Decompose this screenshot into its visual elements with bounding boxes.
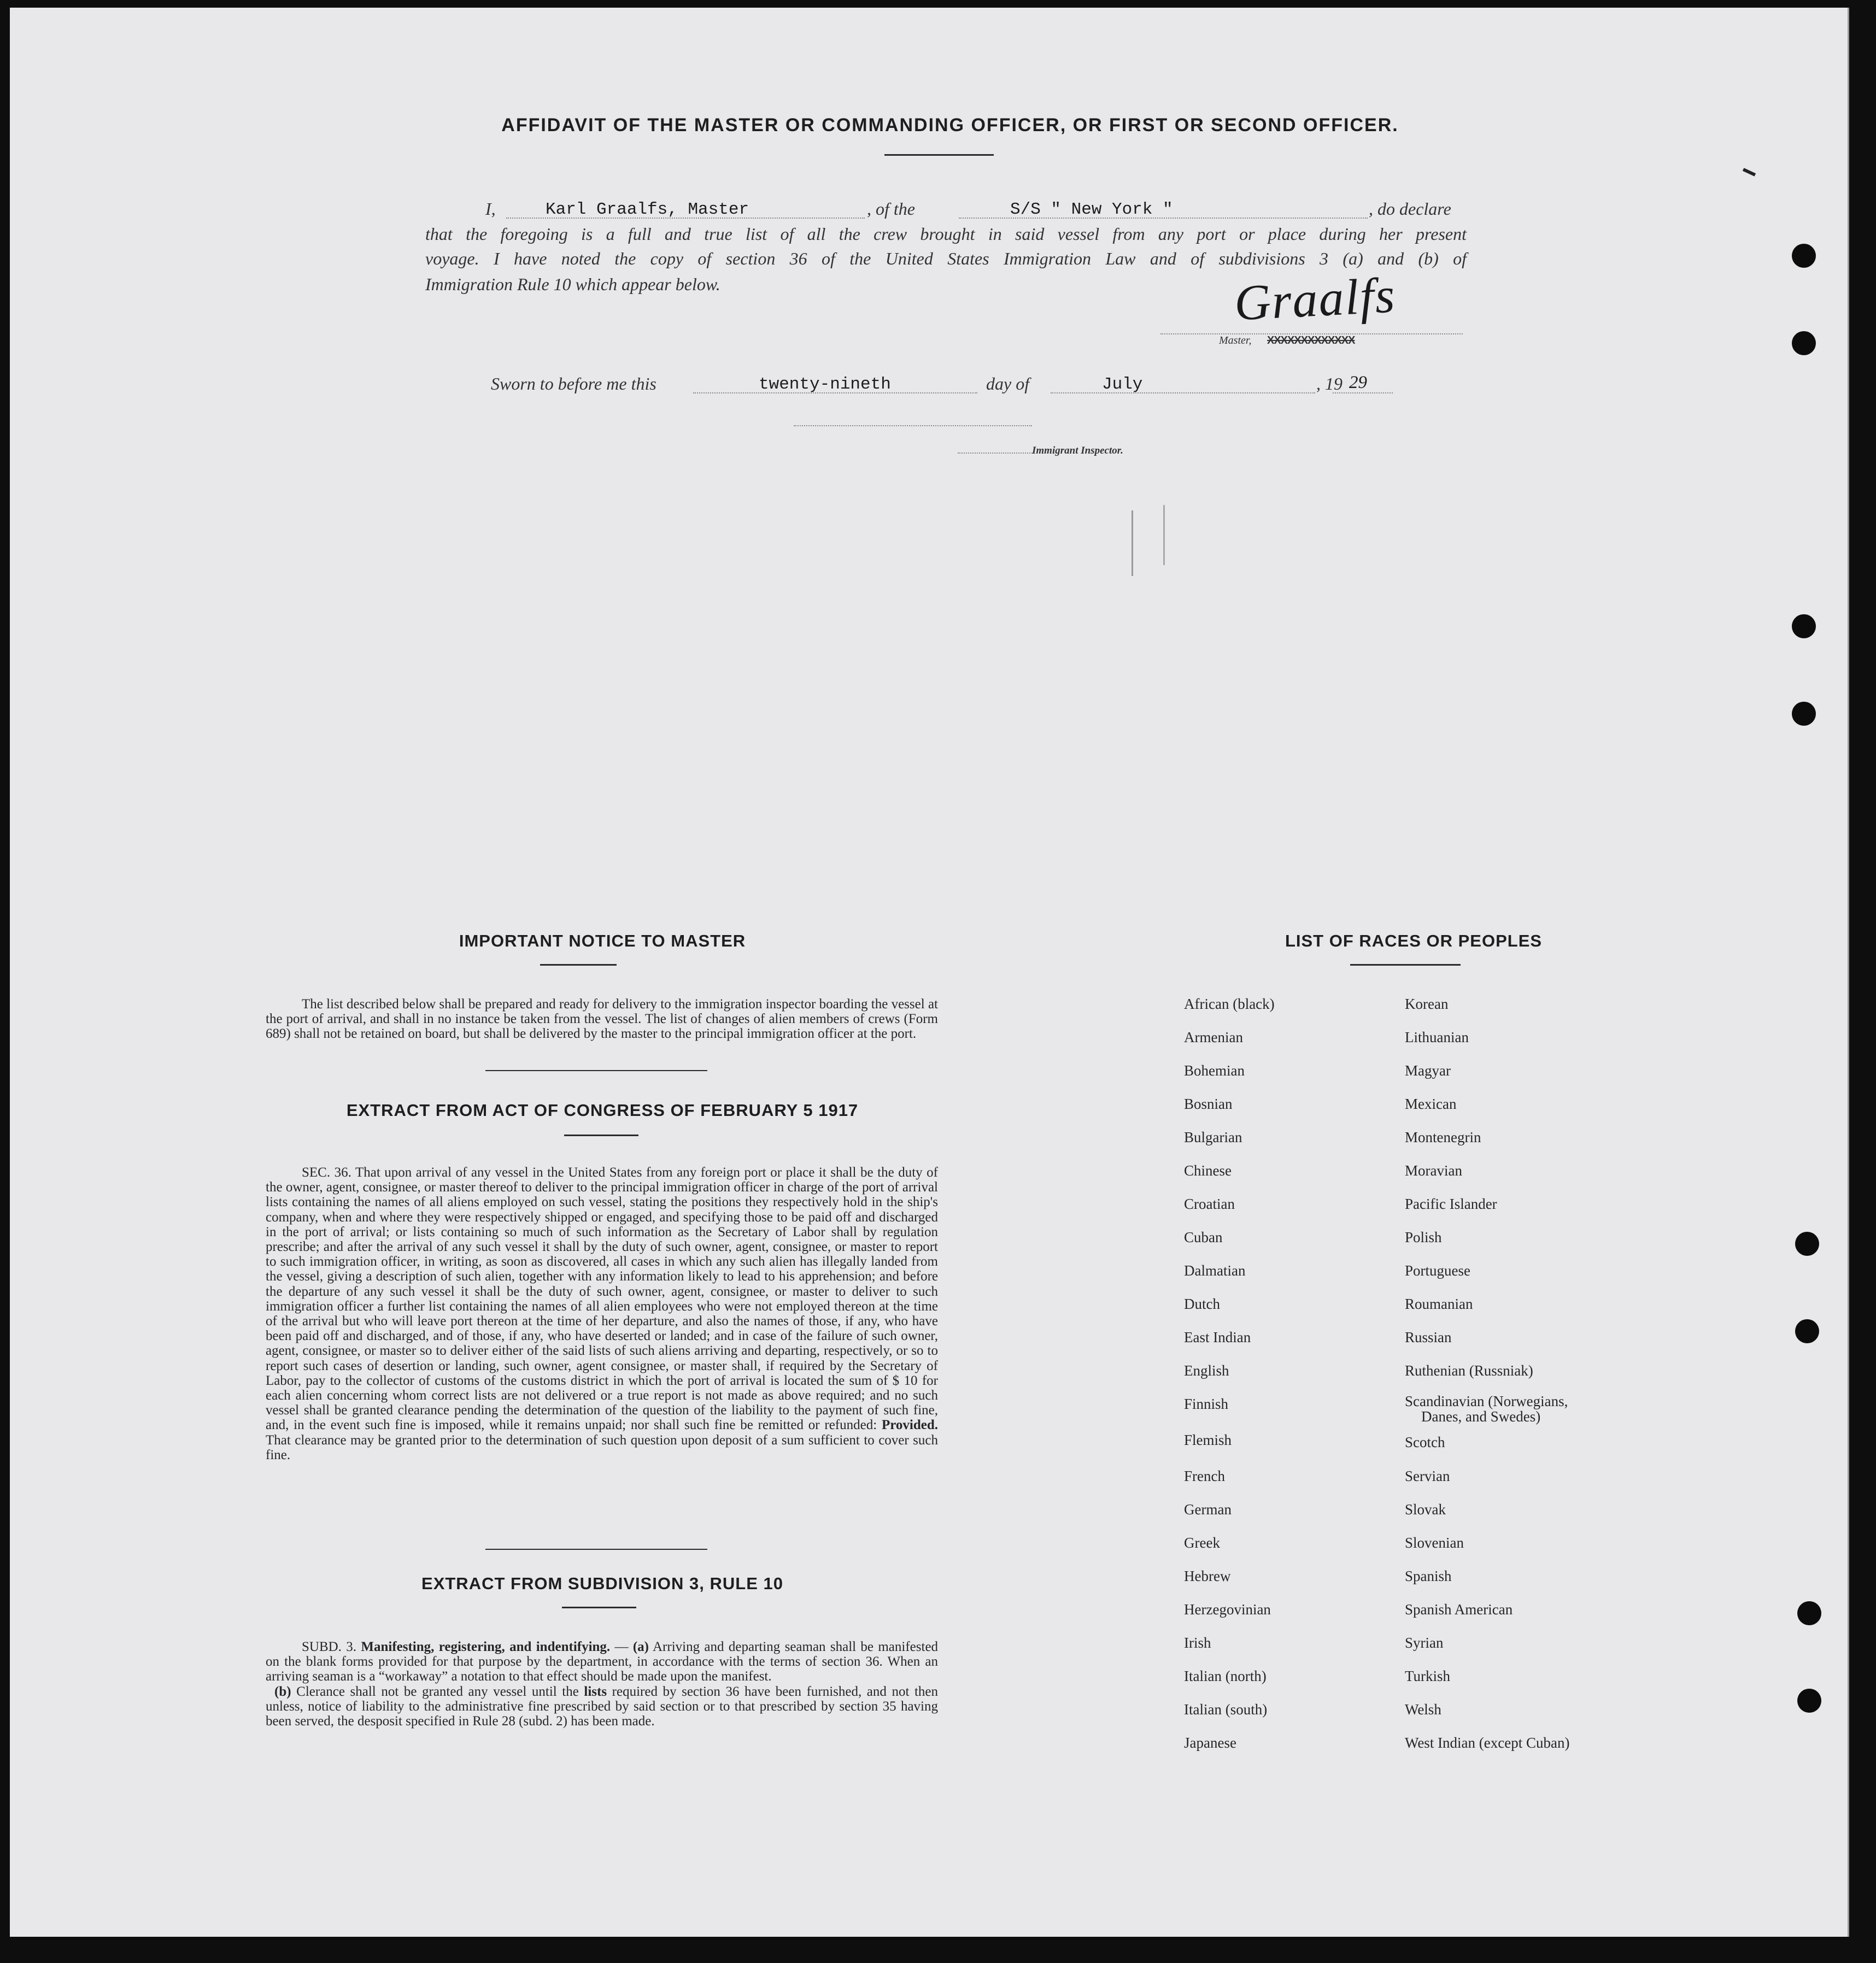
race-right-item: Scandinavian (Norwegians, <box>1405 1393 1568 1409</box>
race-left-item: Chinese <box>1184 1162 1232 1179</box>
race-left-item: Bosnian <box>1184 1096 1233 1112</box>
section-36-end: That clearance may be granted prior to the determination of such question upon deposit of a sum sufficient to cover such fine. <box>266 1432 938 1462</box>
race-right-item: Roumanian <box>1405 1296 1473 1312</box>
race-right-item: Mexican <box>1405 1096 1457 1112</box>
master-name: Karl Graalfs, Master <box>546 200 749 219</box>
sworn-month: July <box>1102 375 1143 394</box>
binder-hole <box>1792 244 1816 268</box>
scan-mark <box>1743 168 1756 177</box>
extract-rule-title: EXTRACT FROM SUBDIVISION 3, RULE 10 <box>421 1574 783 1593</box>
race-left-item: Bohemian <box>1184 1062 1245 1079</box>
race-left-item: English <box>1184 1362 1229 1379</box>
race-right-item: Moravian <box>1405 1162 1462 1179</box>
year-prefix: , 19 <box>1316 374 1342 393</box>
binder-hole <box>1797 1601 1821 1625</box>
declarant-prefix: I, <box>485 199 496 219</box>
race-right-item: Polish <box>1405 1229 1442 1245</box>
affidavit-line-3: voyage. I have noted the copy of section 36 of the United States Immigration Law and of subdivisions 3 (a) and (b) of <box>425 249 1467 268</box>
scan-mark <box>1163 505 1165 565</box>
race-left-item: Dutch <box>1184 1296 1220 1312</box>
extract-act-title: EXTRACT FROM ACT OF CONGRESS OF FEBRUARY 5 1917 <box>346 1101 859 1120</box>
subd-a-label: (a) <box>632 1639 649 1654</box>
race-right-item: Turkish <box>1405 1668 1451 1684</box>
subd-b-lists: lists <box>584 1684 607 1699</box>
race-left-item: Finnish <box>1184 1396 1229 1412</box>
subd-a-text: Arriving and departing seaman shall be manifested on the blank forms provided for that purpose by the department, in accordance with the terms of section 36. When an arriving seaman is a “workaway” a notation to that effect should be made upon the manifest. <box>266 1639 939 1684</box>
inspector-label-line <box>958 452 1034 454</box>
notice-title: IMPORTANT NOTICE TO MASTER <box>459 931 746 950</box>
race-right-item: Welsh <box>1405 1701 1441 1718</box>
binder-hole <box>1792 331 1816 355</box>
race-right-item: Portuguese <box>1405 1262 1470 1279</box>
sworn-day: twenty-nineth <box>759 375 891 394</box>
subd-b-text-2: required by section 36 have been furnished, and not then unless, notice of liability to the administrative fine prescribed by said section or to that prescribed by section 35 having been served, the desposit specified in Rule 28 (subd. 2) has been made. <box>266 1684 939 1729</box>
race-left-item: Japanese <box>1184 1735 1236 1751</box>
document-page <box>10 8 1849 1937</box>
race-left-item: Flemish <box>1184 1432 1232 1448</box>
binder-hole <box>1797 1689 1821 1713</box>
race-left-item: East Indian <box>1184 1329 1251 1345</box>
notice-rule <box>540 964 617 966</box>
race-right-item: West Indian (except Cuban) <box>1405 1735 1570 1751</box>
race-left-item: Armenian <box>1184 1029 1243 1045</box>
race-right-item: Spanish American <box>1405 1601 1513 1618</box>
extract-act-rule <box>564 1135 638 1136</box>
title-rule <box>884 154 994 156</box>
race-left-item: German <box>1184 1501 1232 1518</box>
extract-rule-rule <box>562 1607 636 1608</box>
subdivision-3-text <box>266 1639 938 1729</box>
subd-b-label: (b) <box>274 1684 291 1699</box>
binder-hole <box>1795 1232 1819 1256</box>
race-right-item: Slovenian <box>1405 1535 1464 1551</box>
race-right-item: Syrian <box>1405 1635 1444 1651</box>
race-right-item: Montenegrin <box>1405 1129 1481 1145</box>
do-declare-text: , do declare <box>1369 199 1451 219</box>
master-label: Master, <box>1219 334 1252 346</box>
sworn-prefix: Sworn to before me this <box>491 374 656 393</box>
section-36-body: SEC. 36. That upon arrival of any vessel in the United States from any foreign port or place it shall be the duty of the owner, agent, consignee, or master thereof to deliver to the principal immigration officer in charge of the port of arrival lists containing the names of all aliens employed on such vessel, stating the positions they respectively hold in the ship's company, when and where they were respectively shipped or engaged, and specifying those to be paid off and discharged in the port of arrival; or lists containing so much of such information as the Secretary of Labor shall by regulation prescribe; and after the arrival of any such vessel it shall by the duty of such owner, agent, consignee, or master to report to such immigration officer, in writing, as soon as discovered, all cases in which any such alien has illegally landed from the vessel, giving a description of such alien, together with any information likely to lead to his apprehension; and before the departure of any such vessel it shall be the duty of such owner, agent, consignee, or master to deliver to such immigration officer a further list containing the names of all alien employees who were not employed thereon at the time of the arrival but who will leave port thereon at the time of her departure, and also the names of those, if any, who have been paid off and discharged, and of those, if any, who have deserted or landed; and in case of the failure of such owner, agent, consignee, or master so to deliver either of the said lists of such aliens arriving and departing, respectively, or so to report such cases of desertion or landing, such owner, agent consignee, or master shall, if required by the Secretary of Labor, pay to the collector of customs of the customs district in which the port of arrival is located the sum of $ 10 for each alien concerning whom correct lists are not delivered or a true report is not made as above required; and no such vessel shall be granted clearance pending the determination of the question of the liability to the payment of such fine, and, in the event such fine is imposed, while it remains unpaid; nor shall such fine be remitted or refunded: <box>266 1165 938 1433</box>
binder-hole <box>1792 702 1816 726</box>
race-right-item: Scotch <box>1405 1434 1445 1450</box>
subd-heading: Manifesting, registering, and indentifying. <box>361 1639 611 1654</box>
race-right-item: Slovak <box>1405 1501 1446 1518</box>
year-line <box>1333 392 1393 393</box>
vessel-name: S/S " New York " <box>1010 200 1173 219</box>
race-left-item: Italian (south) <box>1184 1701 1268 1718</box>
race-right-item: Danes, and Swedes) <box>1421 1408 1541 1425</box>
affidavit-line-4: Immigration Rule 10 which appear below. <box>425 274 720 294</box>
inspector-signature-line <box>794 425 1032 426</box>
race-right-item: Servian <box>1405 1468 1450 1484</box>
race-left-item: Irish <box>1184 1635 1211 1651</box>
struck-title: XXXXXXXXXXXXX <box>1267 334 1355 346</box>
race-right-item: Magyar <box>1405 1062 1451 1079</box>
races-title: LIST OF RACES OR PEOPLES <box>1285 931 1543 950</box>
race-left-item: Cuban <box>1184 1229 1223 1245</box>
subd-dash: — <box>610 1639 633 1654</box>
of-the-text: , of the <box>867 199 915 219</box>
race-left-item: Herzegovinian <box>1184 1601 1271 1618</box>
race-left-item: Dalmatian <box>1184 1262 1246 1279</box>
subd-b-text-1: Clerance shall not be granted any vessel until the <box>296 1684 579 1699</box>
race-right-item: Korean <box>1405 996 1449 1012</box>
scan-mark <box>1132 510 1133 576</box>
race-left-item: Bulgarian <box>1184 1129 1242 1145</box>
section-36-divider <box>485 1549 707 1550</box>
binder-hole <box>1792 614 1816 638</box>
master-signature: Graalfs <box>1233 267 1397 331</box>
binder-hole <box>1795 1319 1819 1343</box>
race-right-item: Russian <box>1405 1329 1452 1345</box>
race-right-item: Spanish <box>1405 1568 1452 1584</box>
race-left-item: Croatian <box>1184 1196 1235 1212</box>
notice-text: The list described below shall be prepared and ready for delivery to the immigration inspector boarding the vessel at the port of arrival, and shall in no instance be taken from the vessel. The list of changes of alien members of crews (Form 689) shall not be retained on board, but shall be delivered by the master to the principal immigration officer at the port. <box>266 997 938 1042</box>
race-left-item: Italian (north) <box>1184 1668 1267 1684</box>
race-left-item: French <box>1184 1468 1225 1484</box>
affidavit-title: AFFIDAVIT OF THE MASTER OR COMMANDING OFFICER, OR FIRST OR SECOND OFFICER. <box>501 115 1399 136</box>
race-right-item: Pacific Islander <box>1405 1196 1497 1212</box>
section-36-text <box>266 1165 938 1462</box>
provided-text: Provided. <box>881 1418 938 1433</box>
affidavit-line-2: that the foregoing is a full and true list of all the crew brought in said vessel from any port or place during her present <box>425 224 1467 244</box>
sworn-year: 29 <box>1349 373 1367 392</box>
race-left-item: Greek <box>1184 1535 1220 1551</box>
races-rule <box>1350 964 1461 966</box>
race-left-item: Hebrew <box>1184 1568 1231 1584</box>
sworn-month-line <box>1051 392 1315 393</box>
day-of-text: day of <box>986 374 1030 393</box>
subd-label: SUBD. 3. <box>302 1639 357 1654</box>
race-right-item: Lithuanian <box>1405 1029 1469 1045</box>
inspector-label: Immigrant Inspector. <box>1032 445 1123 456</box>
race-left-item: African (black) <box>1184 996 1275 1012</box>
notice-divider <box>485 1070 707 1071</box>
race-right-item: Ruthenian (Russniak) <box>1405 1362 1533 1379</box>
